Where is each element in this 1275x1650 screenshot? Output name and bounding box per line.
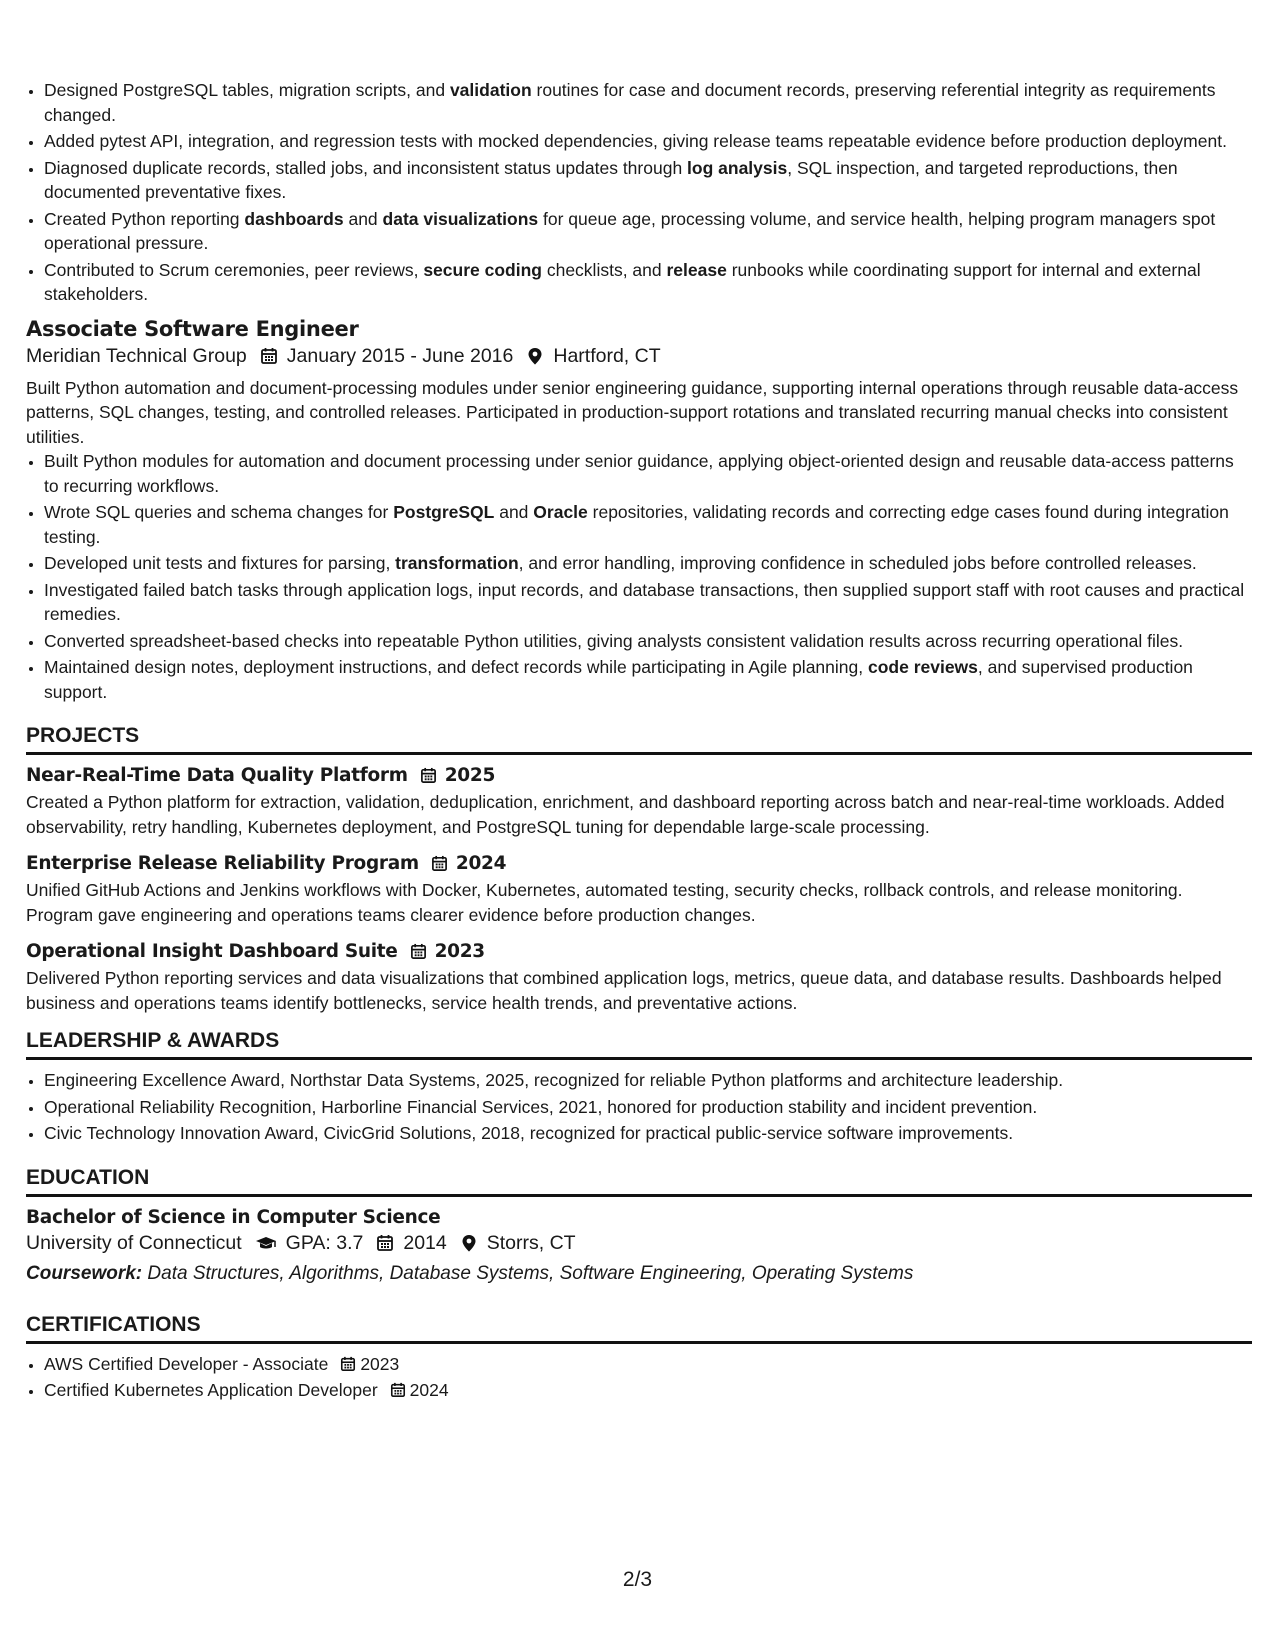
certifications-heading: CERTIFICATIONS bbox=[26, 1313, 1252, 1344]
project-name: Near-Real-Time Data Quality Platform bbox=[26, 765, 408, 786]
graduation-year: 2014 bbox=[403, 1231, 447, 1254]
certification-year: 2024 bbox=[409, 1380, 449, 1400]
leadership-heading: LEADERSHIP & AWARDS bbox=[26, 1029, 1252, 1060]
gpa: GPA: 3.7 bbox=[285, 1231, 364, 1254]
calendar-icon bbox=[376, 1234, 394, 1252]
coursework bbox=[26, 1263, 1252, 1285]
map-pin-icon bbox=[460, 1234, 478, 1252]
calendar-icon bbox=[390, 1382, 406, 1398]
project-description: Created a Python platform for extraction, validation, deduplication, enrichment, and dashboard reporting across batch and near-real-time workloads. Added observability, retry handling, Kubernetes deployment, and PostgreSQL tuning for dependable large-scale processing. bbox=[26, 792, 1225, 837]
education-entry bbox=[26, 1207, 1252, 1285]
project-year: 2024 bbox=[455, 853, 507, 874]
list-item: • Engineering Excellence Award, Northstar Data Systems, 2025, recognized for reliable Python platforms and architecture leadership. bbox=[44, 1068, 1252, 1093]
bold-keyword: transformation bbox=[395, 553, 519, 573]
project-title bbox=[26, 765, 1252, 786]
list-item: • Designed PostgreSQL tables, migration scripts, and validation routines for case and document records, preserving referential integrity as requirements changed. bbox=[44, 78, 1252, 127]
bold-keyword: validation bbox=[449, 80, 532, 100]
job-dates: January 2015 - June 2016 bbox=[286, 344, 514, 367]
job-location: Hartford, CT bbox=[553, 344, 661, 367]
list-item: • Investigated failed batch tasks through application logs, input records, and database transactions, then supplied support staff with root causes and practical remedies. bbox=[44, 578, 1252, 627]
list-item: • Converted spreadsheet-based checks into repeatable Python utilities, giving analysts consistent validation results across recurring operational files. bbox=[44, 629, 1252, 654]
project-year: 2023 bbox=[434, 941, 485, 962]
experience-bullets-continued bbox=[26, 78, 1252, 307]
certification-year: 2023 bbox=[360, 1353, 400, 1374]
calendar-icon bbox=[260, 347, 278, 365]
list-item: • Operational Reliability Recognition, Harborline Financial Services, 2021, honored for production stability and incident prevention. bbox=[44, 1095, 1252, 1120]
education-meta bbox=[26, 1232, 1252, 1255]
certifications-list bbox=[26, 1352, 1252, 1403]
project-title bbox=[26, 941, 1252, 962]
leadership-list bbox=[26, 1068, 1252, 1146]
certification-row bbox=[44, 1352, 1252, 1377]
list-item: • Created Python reporting dashboards and data visualizations for queue age, processing volume, and service health, helping program managers spot operational pressure. bbox=[44, 207, 1252, 256]
certification-row bbox=[44, 1378, 1252, 1403]
resume-page bbox=[26, 78, 1252, 1405]
degree-title: Bachelor of Science in Computer Science bbox=[26, 1206, 441, 1228]
certification-name: • Certified Kubernetes Application Developer bbox=[44, 1380, 378, 1400]
calendar-icon bbox=[410, 943, 427, 960]
calendar-icon bbox=[340, 1356, 356, 1372]
project-year: 2025 bbox=[444, 765, 496, 786]
list-item: • Contributed to Scrum ceremonies, peer reviews, secure coding checklists, and release runbooks while coordinating support for internal and external stakeholders. bbox=[44, 258, 1252, 307]
bold-keyword: Oracle bbox=[533, 502, 588, 522]
coursework-label: Coursework: bbox=[26, 1262, 143, 1284]
graduation-cap-icon bbox=[255, 1234, 277, 1252]
bold-keyword: log analysis bbox=[687, 157, 788, 178]
page-number: 2/3 bbox=[622, 1568, 653, 1591]
list-item: • Built Python modules for automation and document processing under senior guidance, applying object-oriented design and reusable data-access patterns to recurring workflows. bbox=[44, 449, 1252, 498]
projects-list bbox=[26, 765, 1252, 1015]
project-description: Unified GitHub Actions and Jenkins workflows with Docker, Kubernetes, automated testing, security checks, rollback controls, and release monitoring. Program gave engineering and operations teams clearer evidence before production changes. bbox=[26, 880, 1183, 925]
list-item: • Diagnosed duplicate records, stalled jobs, and inconsistent status updates through log analysis, SQL inspection, and targeted reproductions, then documented preventative fixes. bbox=[44, 156, 1252, 205]
job-meta bbox=[26, 345, 1252, 368]
job-entry bbox=[26, 317, 1252, 705]
bold-keyword: secure coding bbox=[423, 259, 542, 280]
calendar-icon bbox=[431, 855, 448, 872]
project-description: Delivered Python reporting services and data visualizations that combined application logs, metrics, queue data, and database results. Dashboards helped business and operations teams identify bottlenecks, service health trends, and preventative actions. bbox=[26, 968, 1222, 1013]
job-bullets bbox=[26, 449, 1252, 704]
company-name: Meridian Technical Group bbox=[26, 344, 247, 367]
list-item: • Added pytest API, integration, and regression tests with mocked dependencies, giving release teams repeatable evidence before production deployment. bbox=[44, 129, 1252, 154]
map-pin-icon bbox=[526, 347, 544, 365]
list-item: • Maintained design notes, deployment instructions, and defect records while participating in Agile planning, code reviews, and supervised production support. bbox=[44, 655, 1252, 704]
project-title bbox=[26, 853, 1252, 874]
education-heading: EDUCATION bbox=[26, 1166, 1252, 1197]
coursework-list: Data Structures, Algorithms, Database Systems, Software Engineering, Operating Systems bbox=[147, 1262, 914, 1284]
list-item: • Wrote SQL queries and schema changes for PostgreSQL and Oracle repositories, validating records and correcting edge cases found during integration testing. bbox=[44, 500, 1252, 549]
list-item: • Developed unit tests and fixtures for parsing, transformation, and error handling, improving confidence in scheduled jobs before controlled releases. bbox=[44, 551, 1252, 576]
job-summary: Built Python automation and document-processing modules under senior engineering guidance, supporting internal operations through reusable data-access patterns, SQL changes, testing, and controlled releases. Participated in production-support rotations and translated recurring manual checks into consistent utilities. bbox=[26, 377, 1239, 447]
bold-keyword: release bbox=[666, 259, 727, 280]
bold-keyword: code reviews bbox=[867, 657, 978, 677]
list-item: • Civic Technology Innovation Award, CivicGrid Solutions, 2018, recognized for practical public-service software improvements. bbox=[44, 1121, 1252, 1146]
job-title: Associate Software Engineer bbox=[26, 316, 359, 341]
projects-heading: PROJECTS bbox=[26, 724, 1252, 755]
project-name: Operational Insight Dashboard Suite bbox=[26, 941, 398, 962]
school-location: Storrs, CT bbox=[486, 1231, 576, 1254]
certification-item bbox=[44, 1352, 1252, 1377]
school-name: University of Connecticut bbox=[26, 1231, 242, 1254]
certification-item bbox=[44, 1378, 1252, 1403]
calendar-icon bbox=[420, 767, 437, 784]
certification-name: • AWS Certified Developer - Associate bbox=[44, 1353, 329, 1374]
project-name: Enterprise Release Reliability Program bbox=[26, 853, 419, 874]
bold-keyword: data visualizations bbox=[382, 208, 539, 229]
bold-keyword: PostgreSQL bbox=[393, 502, 495, 522]
bold-keyword: dashboards bbox=[244, 208, 344, 229]
